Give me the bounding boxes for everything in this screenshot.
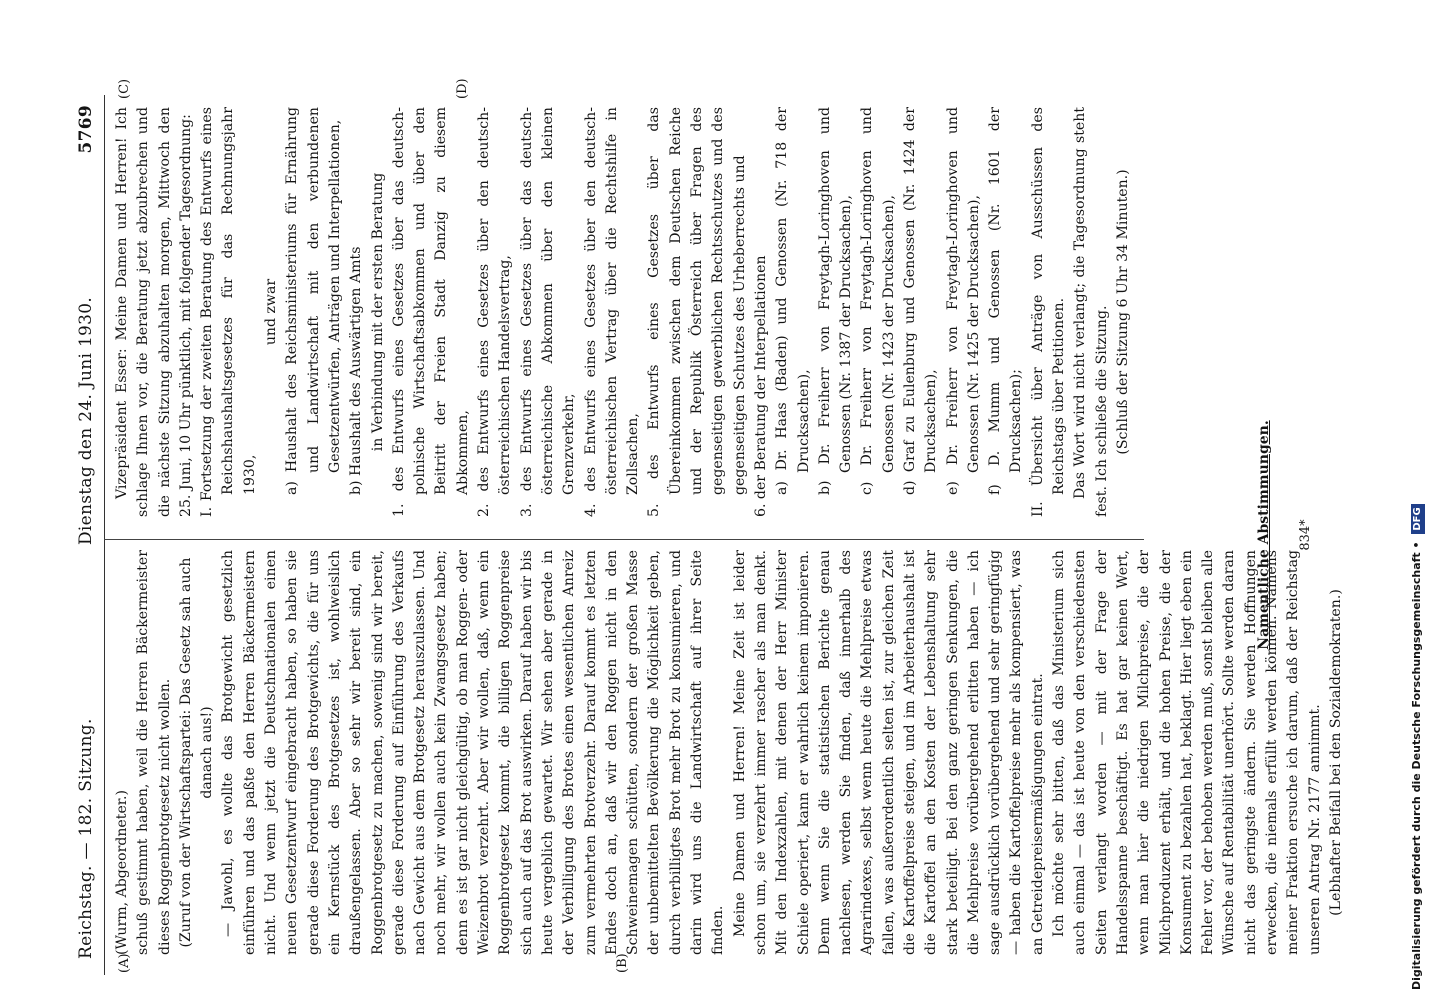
credit-text: Digitalisierung gefördert durch die Deutsche Forschungsgemeinschaft • <box>1410 541 1423 990</box>
speaker-paragraph: Vizepräsident Esser: Meine Damen und Herren! Ich schlage Ihnen vor, die Beratung jetzt abzubrechen und die nächste Sitzung abzuhalten morgen, Mittwoch den 25. Juni, 10 Uhr pünktlich, mit folgender Tagesordnung: <box>114 107 194 517</box>
left-column <box>112 550 1347 973</box>
agenda-note: in Verbindung mit der ersten Beratung <box>369 172 386 452</box>
page-header <box>72 95 102 975</box>
header-rule <box>104 95 105 975</box>
header-date: Dienstag den 24. Juni 1930. <box>76 296 96 545</box>
paragraph: schuß gestimmt haben, weil die Herren Bäckermeister dieses Roggenbrotgesetz nicht wollen. <box>135 550 173 955</box>
speaker-line: (Wurm, Abgeordneter.) <box>114 790 130 955</box>
interpellation-item: f) D. Mumm und Genossen (Nr. 1601 der Drucksachen); <box>987 107 1025 495</box>
interpellation-item: b) Dr. Freiherr von Freytagh-Loringhoven und Genossen (Nr. 1387 der Drucksachen), <box>816 107 855 495</box>
header-left: Reichstag. — 182. Sitzung. <box>76 718 96 959</box>
paragraph: Meine Damen und Herren! Meine Zeit ist leider schon um, sie verzehrt immer rascher als man denkt. Mit den Indexzahlen, mit denen der Herr Minister Schiele operiert, kann er wahrlich keinem imponieren. Denn wenn Sie die statistischen Berichte genau nachlesen, werden Sie finden, daß innerhalb des Agrarindexes, selbst wenn heute die Mehlpreise etwas fallen, was außerordentlich selten ist, zur gleichen Zeit die Kartoffelpreise steigen, und im Arbeiterhaushalt ist die Kartoffel an den Kosten der Lebenshaltung sehr stark beteiligt. Bei den ganz geringen Senkungen, die die Mehlpreise vorübergehend erlitten haben — ich sage ausdrücklich vorübergehend und sehr geringfügig — haben die Kartoffelpreise mehr als kompensiert, was an Getreidepreisermäßigungen eintrat. <box>731 550 1046 955</box>
agenda-subitem: a) Haushalt des Reichsministeriums für Ernährung und Landwirtschaft mit den verbundenen Gesetzentwürfen, Anträgen und Interpellationen, <box>284 107 343 495</box>
footer-title: Namentliche Abstimmungen. <box>1256 420 1272 650</box>
agenda-item: 4. des Entwurfs eines Gesetzes über den deutsch-österreichischen Vertrag über die Rechtshilfe in Zollsachen, <box>582 107 642 517</box>
right-column <box>112 78 1134 517</box>
interjection: (Zuruf von der Wirtschaftspartei: Das Gesetz sah auch danach aus!) <box>177 557 216 948</box>
margin-marker-d: (D) <box>455 78 470 99</box>
margin-marker-c: (C) <box>117 78 132 99</box>
agenda-item: I. Fortsetzung der zweiten Beratung des Entwurfs eines Reichshaushaltsgesetzes für das Rechnungsjahr 1930, <box>199 107 258 517</box>
paragraph: Ich möchte sehr bitten, daß das Ministerium sich auch einmal — das ist heute von den verschiedensten Seiten verlangt worden — mit der Frage der Handelsspanne beschäftigt. Es hat gar keinen Wert, wenn man hier die niedrigen Milchpreise, die der Milchproduzent erhält, und die hohen Preise, die der Konsument zu bezahlen hat, beklagt. Hier liegt eben ein Fehler vor, der behoben werden muß, sonst bleiben alle Wünsche auf Rentabilität unerhört. Sollte werden daran nicht das geringste ändern. Sie werden Hoffnungen erwecken, die niemals erfüllt werden können. Namens meiner Fraktion ersuche ich darum, daß der Reichstag unseren Antrag Nr. 2177 annimmt. <box>1051 550 1323 955</box>
footer-section <box>1226 95 1346 975</box>
margin-marker-b: (B) <box>615 953 630 973</box>
agenda-item: 6. der Beratung der Interpellationen <box>752 255 769 517</box>
closing-paragraph: Das Wort wird nicht verlangt; die Tagesordnung steht fest. Ich schließe die Sitzung. <box>1072 107 1110 517</box>
column-rule <box>104 539 1144 540</box>
digitization-credit <box>1404 10 1430 990</box>
interpellation-item: e) Dr. Freiherr von Freytagh-Loringhoven und Genossen (Nr. 1425 der Drucksachen), <box>944 107 982 495</box>
agenda-item: 5. des Entwurfs eines Gesetzes über das Übereinkommen zwischen dem Deutschen Reiche und der Republik Österreich über Fragen des gegenseitigen gewerblichen Rechtsschutzes und des gegenseitigen Schutzes des Urheberrechts und <box>646 107 748 517</box>
applause-note: (Lebhafter Beifall bei den Sozialdemokraten.) <box>1327 589 1344 916</box>
agenda-note: und zwar <box>263 278 280 346</box>
paragraph: — Jawohl, es wollte das Brotgewicht gesetzlich einführen und das paßte den Herren Bäckermeistern nicht. Und wenn jetzt die Deutschnationalen einen neuen Gesetzentwurf eingebracht haben, so haben sie gerade diese Forderung des Brotgewichts, die für uns ein Kernstück des Brotgesetzes ist, wohlweislich draußengelassen. Aber so sehr wir bereit sind, ein Roggenbrotgesetz zu machen, sowenig sind wir bereit, gerade diese Forderung auf Einführung des Verkaufs nach Gewicht aus dem Brotgesetz herauszulassen. Und noch mehr, wir wollen auch kein Zwangsgesetz haben; denn es ist gar nicht gleichgültig, ob man Roggen- oder Weizenbrot verzehrt. Aber wir wollen, daß, wenn ein Roggenbrotgesetz kommt, die billigen Roggenpreise sich auch auf das Brot auswirken. Darauf haben wir bis heute vergeblich gewartet. Wir sehen aber gerade in der Verbilligung des Brotes einen wesentlichen Anreiz zum vermehrten Brotverzehr. Darauf kommt es letzten Endes doch an, daß wir den Roggen nicht in den Schweinemagen schütten, sondern der großen Masse der unbemittelten Bevölkerung die Möglichkeit geben, durch verbilligtes Brot mehr Brot zu konsumieren, und darin wird uns die Landwirtschaft auf ihrer Seite finden. <box>220 550 727 955</box>
agenda-item: 2. des Entwurfs eines Gesetzes über den deutsch-österreichischen Handelsvertrag, <box>476 107 514 517</box>
interpellation-item: c) Dr. Freiherr von Freytagh-Loringhoven und Genossen (Nr. 1423 der Drucksachen), <box>859 107 897 495</box>
margin-marker-a: (A) <box>117 953 132 973</box>
agenda-item: II. Übersicht über Anträge von Ausschüssen des Reichstags über Petitionen. <box>1029 107 1068 517</box>
interpellation-item: d) Graf zu Eulenburg und Genossen (Nr. 1424 der Drucksachen), <box>901 107 940 495</box>
sheet-number: 834* <box>1298 519 1313 551</box>
page-number: 5769 <box>76 105 96 154</box>
agenda-subitem: b) Haushalt des Auswärtigen Amts <box>348 246 365 495</box>
agenda-item: 3. des Entwurfs eines Gesetzes über das deutsch-österreichische Abkommen über den kleinen Grenzverkehr, <box>518 107 578 517</box>
session-end-note: (Schluß der Sitzung 6 Uhr 34 Minuten.) <box>1114 169 1131 455</box>
dfg-logo: DFG <box>1411 504 1425 533</box>
agenda-item: 1. des Entwurfs eines Gesetzes über das deutsch-polnische Wirtschaftsabkommen und über den Beitritt der Freien Stadt Danzig zu diesem Abkommen, <box>390 107 471 517</box>
interpellation-item: a) Dr. Haas (Baden) und Genossen (Nr. 718 der Drucksachen), <box>774 107 812 495</box>
